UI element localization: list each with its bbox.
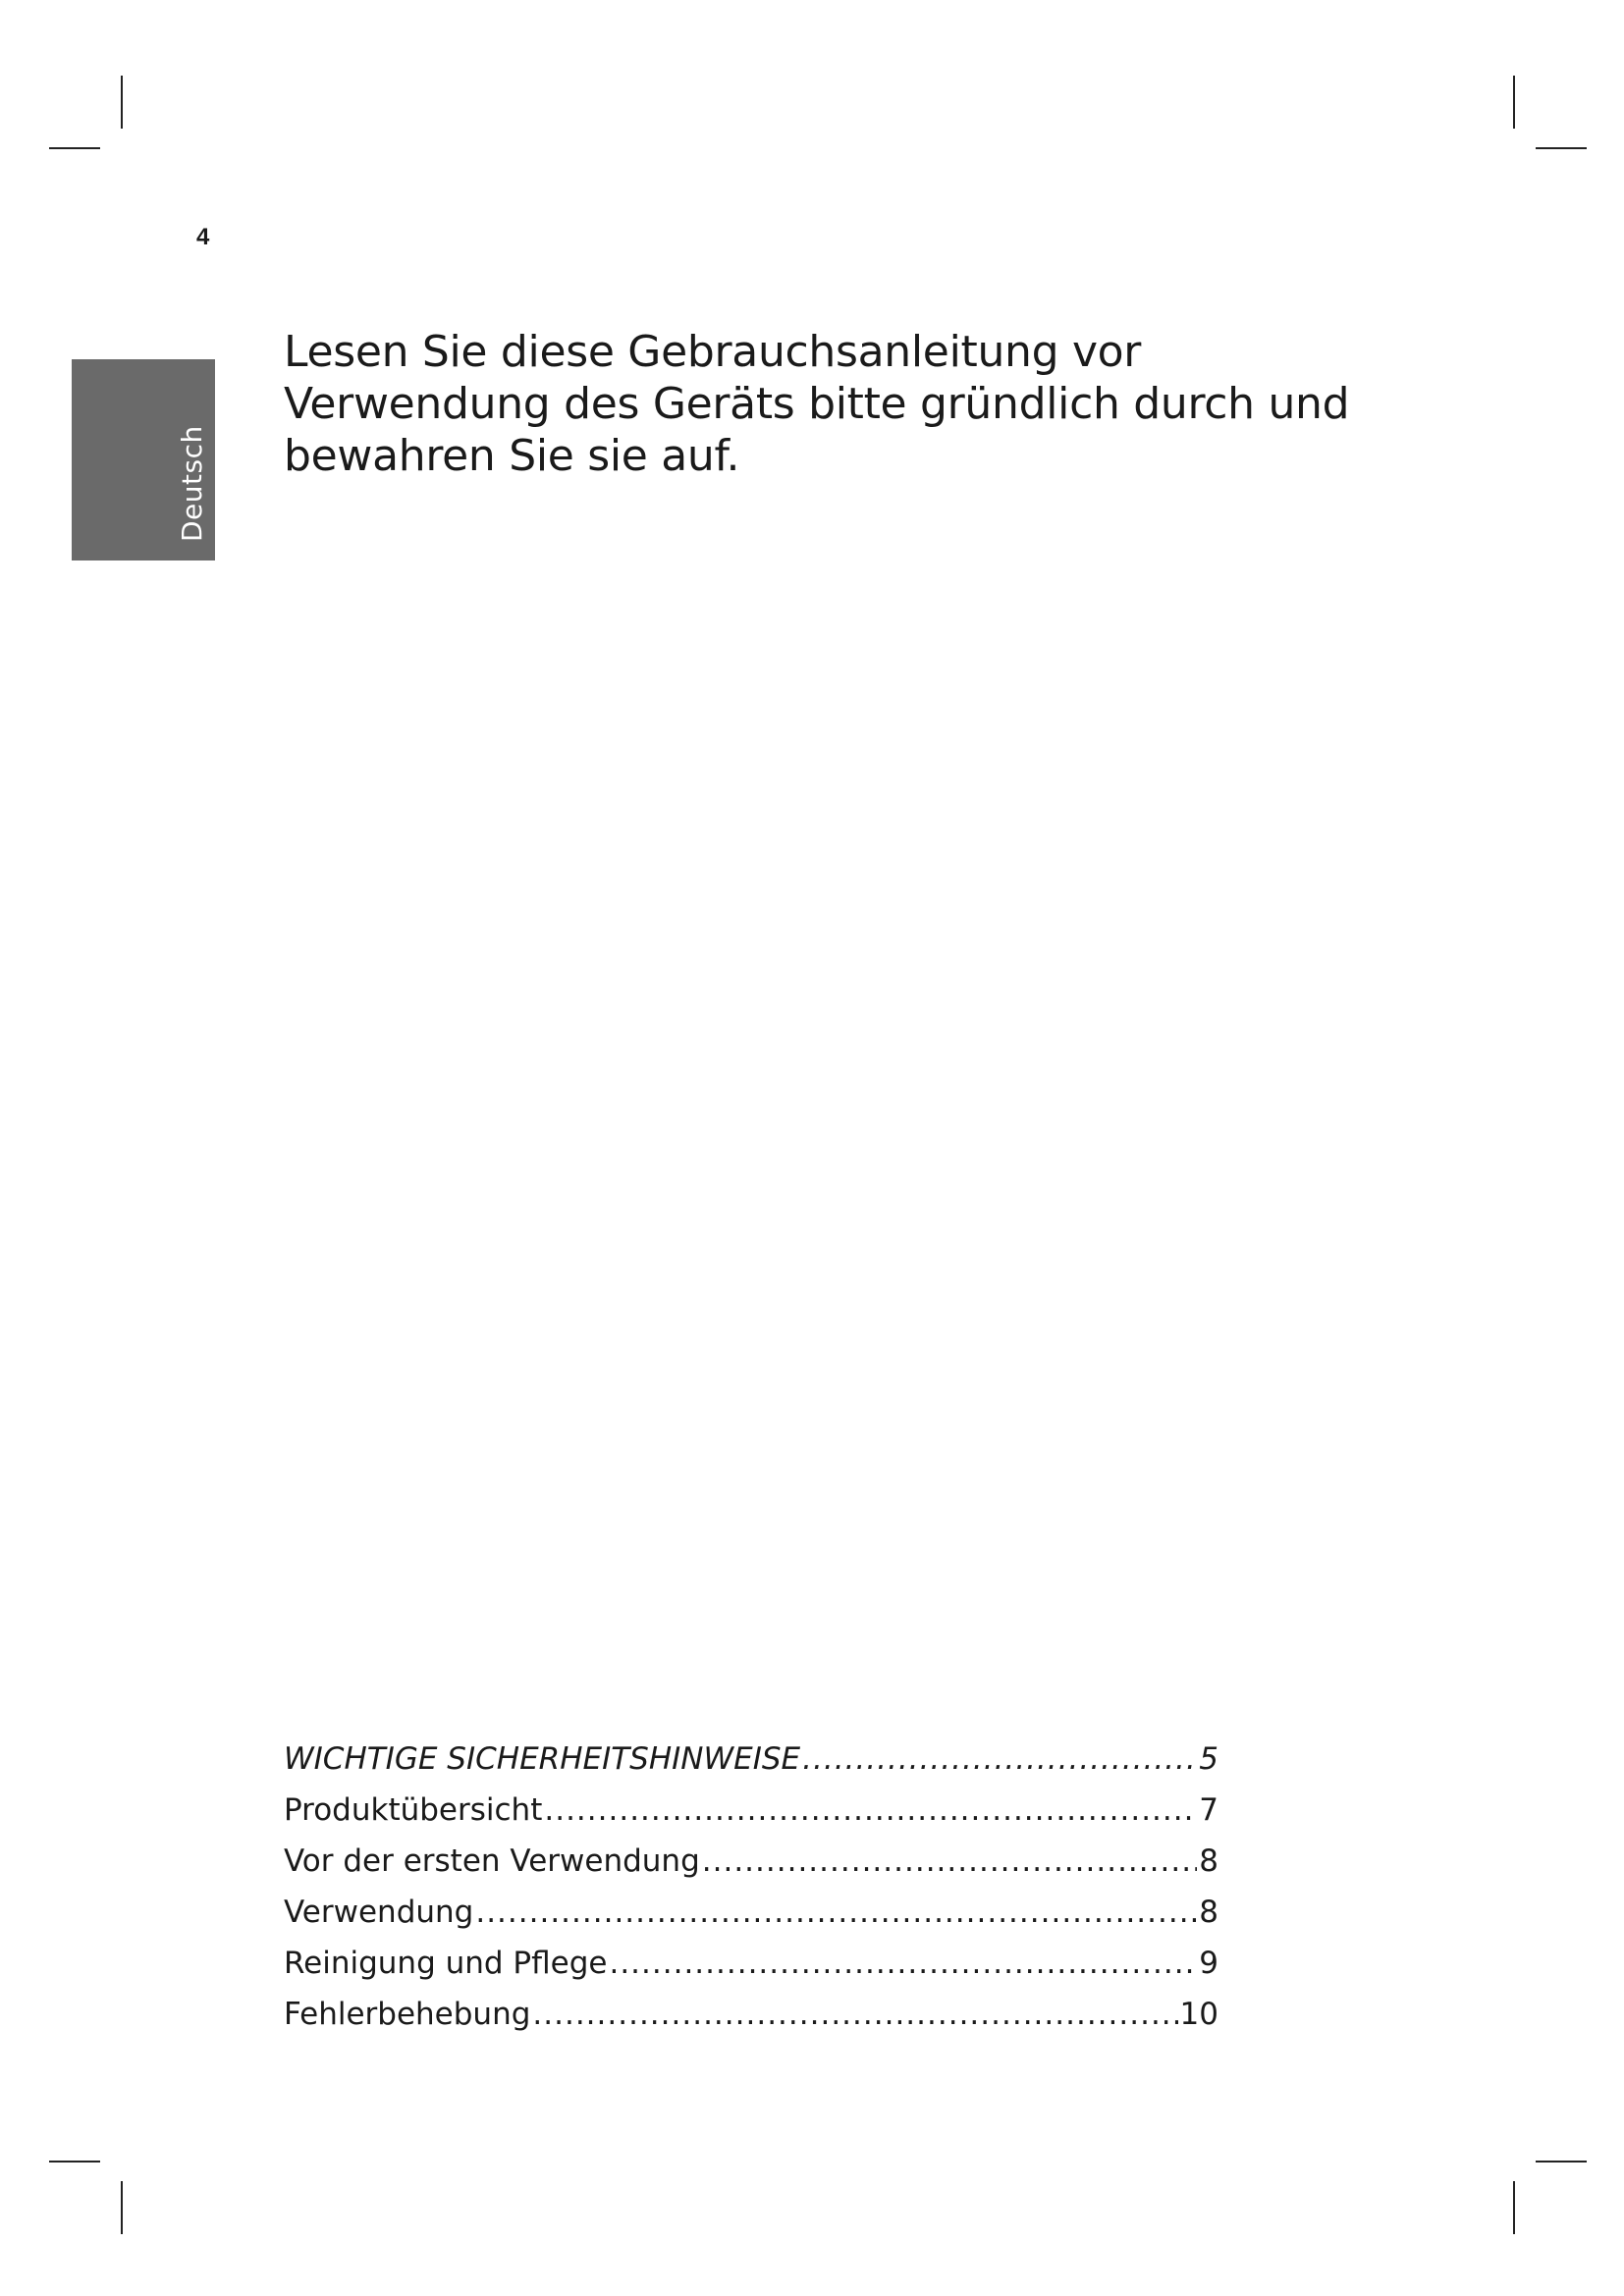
crop-mark-bottom-right-horizontal	[1536, 2161, 1587, 2163]
toc-leader-dots	[802, 1734, 1197, 1785]
crop-mark-bottom-right-vertical	[1513, 2181, 1515, 2234]
toc-entry-title: Vor der ersten Verwendung	[284, 1843, 700, 1879]
intro-line: Lesen Sie diese Gebrauchsanleitung vor	[284, 327, 1142, 377]
toc-entry[interactable]	[284, 1887, 1218, 1938]
toc-entry[interactable]	[284, 1734, 1218, 1785]
toc-entry[interactable]	[284, 1836, 1218, 1887]
crop-mark-top-right-vertical	[1513, 76, 1515, 129]
intro-line: bewahren Sie sie auf.	[284, 431, 740, 481]
toc-leader-dots	[475, 1887, 1197, 1938]
toc-entry-title: Fehlerbehebung	[284, 1997, 531, 2032]
toc-entry-title: Produktübersicht	[284, 1792, 543, 1828]
toc-leader-dots	[609, 1938, 1197, 1989]
table-of-contents	[284, 1734, 1218, 2040]
toc-entry-title: WICHTIGE SICHERHEITSHINWEISE	[284, 1741, 801, 1777]
intro-line: Verwendung des Geräts bitte gründlich durch und	[284, 379, 1350, 429]
toc-leader-dots	[544, 1785, 1197, 1836]
crop-mark-top-left-horizontal	[49, 147, 100, 149]
toc-entry-page: 7	[1199, 1792, 1218, 1828]
toc-entry-title: Verwendung	[284, 1895, 474, 1930]
crop-mark-top-left-vertical	[121, 76, 123, 129]
toc-leader-dots	[532, 1989, 1177, 2040]
toc-entry[interactable]	[284, 1785, 1218, 1836]
crop-mark-top-right-horizontal	[1536, 147, 1587, 149]
crop-mark-bottom-left-horizontal	[49, 2161, 100, 2163]
toc-entry-page: 8	[1199, 1843, 1218, 1879]
toc-entry-page: 5	[1199, 1741, 1218, 1777]
toc-entry[interactable]	[284, 1938, 1218, 1989]
page-number: 4	[196, 224, 210, 250]
toc-entry-page: 9	[1199, 1946, 1218, 1981]
toc-entry-page: 10	[1179, 1997, 1218, 2032]
toc-entry[interactable]	[284, 1989, 1218, 2040]
toc-leader-dots	[702, 1836, 1198, 1887]
language-tab-label: Deutsch	[176, 425, 208, 542]
toc-entry-page: 8	[1199, 1895, 1218, 1930]
intro-heading	[284, 326, 1364, 482]
crop-mark-bottom-left-vertical	[121, 2181, 123, 2234]
toc-entry-title: Reinigung und Pflege	[284, 1946, 608, 1981]
